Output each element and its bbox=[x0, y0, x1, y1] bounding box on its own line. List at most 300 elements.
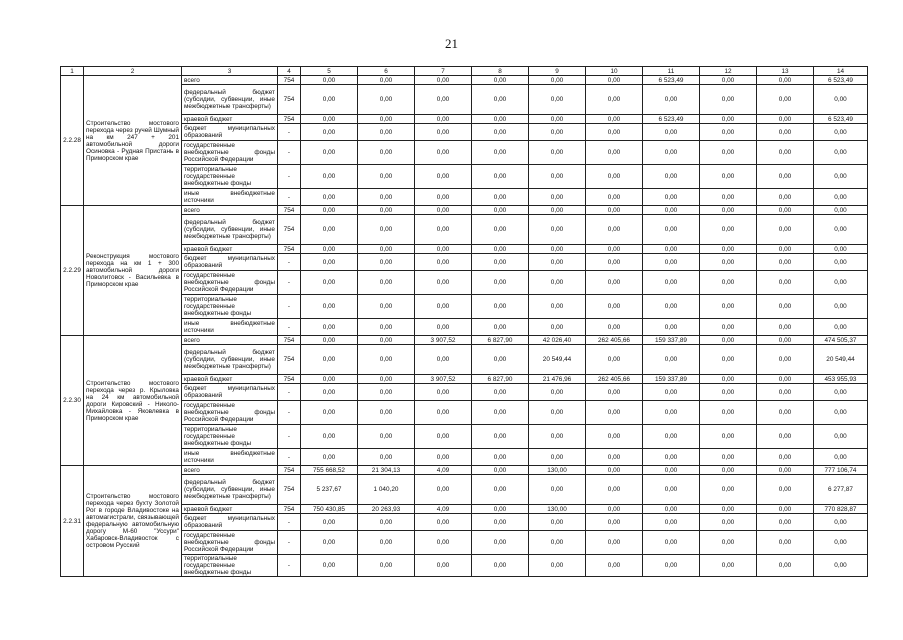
budget-code: - bbox=[278, 531, 301, 555]
budget-code: 754 bbox=[278, 85, 301, 115]
year-value: 755 668,52 bbox=[301, 466, 358, 475]
year-value: 0,00 bbox=[586, 124, 643, 141]
budget-code: - bbox=[278, 555, 301, 577]
funding-source: бюджет муниципальных образований bbox=[182, 124, 278, 141]
table-row bbox=[61, 531, 868, 555]
funding-source: бюджет муниципальных образований bbox=[182, 514, 278, 531]
year-value: 6 827,90 bbox=[472, 336, 529, 345]
year-value: 0,00 bbox=[301, 124, 358, 141]
table-row bbox=[61, 555, 868, 577]
year-value: 0,00 bbox=[643, 505, 700, 514]
year-value: 130,00 bbox=[529, 466, 586, 475]
year-value: 0,00 bbox=[472, 115, 529, 124]
year-value: 0,00 bbox=[415, 189, 472, 206]
year-value: 0,00 bbox=[472, 514, 529, 531]
budget-code: 754 bbox=[278, 206, 301, 215]
year-value: 0,00 bbox=[301, 271, 358, 295]
table-row bbox=[61, 141, 868, 165]
year-value: 0,00 bbox=[586, 505, 643, 514]
year-value: 0,00 bbox=[586, 319, 643, 336]
year-value: 0,00 bbox=[472, 319, 529, 336]
year-value: 0,00 bbox=[301, 449, 358, 466]
year-value: 0,00 bbox=[472, 124, 529, 141]
year-value: 0,00 bbox=[358, 336, 415, 345]
year-value: 0,00 bbox=[415, 245, 472, 254]
budget-code: 754 bbox=[278, 375, 301, 384]
year-value: 0,00 bbox=[358, 514, 415, 531]
year-value: 0,00 bbox=[529, 401, 586, 425]
budget-code: - bbox=[278, 254, 301, 271]
year-value: 0,00 bbox=[529, 189, 586, 206]
year-value: 0,00 bbox=[358, 189, 415, 206]
column-number: 10 bbox=[586, 67, 643, 76]
item-code: 2.2.28 bbox=[61, 76, 84, 206]
year-value: 0,00 bbox=[643, 319, 700, 336]
budget-code: - bbox=[278, 141, 301, 165]
year-value: 0,00 bbox=[700, 189, 757, 206]
funding-source: государственные внебюджетные фонды Российской Федерации bbox=[182, 141, 278, 165]
year-value: 42 026,40 bbox=[529, 336, 586, 345]
table-row bbox=[61, 345, 868, 375]
year-value: 0,00 bbox=[472, 295, 529, 319]
year-value: 0,00 bbox=[586, 271, 643, 295]
column-number: 14 bbox=[814, 67, 868, 76]
budget-code: 754 bbox=[278, 115, 301, 124]
year-value: 0,00 bbox=[757, 254, 814, 271]
year-value: 0,00 bbox=[415, 555, 472, 577]
year-value: 0,00 bbox=[700, 254, 757, 271]
year-value: 0,00 bbox=[301, 531, 358, 555]
year-value: 0,00 bbox=[757, 141, 814, 165]
funding-source: всего bbox=[182, 76, 278, 85]
year-value: 0,00 bbox=[358, 449, 415, 466]
total-value: 0,00 bbox=[814, 245, 868, 254]
year-value: 0,00 bbox=[301, 345, 358, 375]
year-value: 0,00 bbox=[529, 165, 586, 189]
item-code: 2.2.29 bbox=[61, 206, 84, 336]
year-value: 0,00 bbox=[757, 555, 814, 577]
year-value: 0,00 bbox=[643, 215, 700, 245]
year-value: 21 476,96 bbox=[529, 375, 586, 384]
year-value: 0,00 bbox=[700, 215, 757, 245]
year-value: 0,00 bbox=[301, 115, 358, 124]
total-value: 0,00 bbox=[814, 206, 868, 215]
total-value: 6 523,49 bbox=[814, 115, 868, 124]
funding-source: иные внебюджетные источники bbox=[182, 189, 278, 206]
year-value: 0,00 bbox=[358, 271, 415, 295]
column-number: 8 bbox=[472, 67, 529, 76]
year-value: 0,00 bbox=[529, 245, 586, 254]
year-value: 0,00 bbox=[757, 189, 814, 206]
year-value: 0,00 bbox=[529, 124, 586, 141]
total-value: 0,00 bbox=[814, 215, 868, 245]
year-value: 0,00 bbox=[472, 165, 529, 189]
year-value: 0,00 bbox=[415, 475, 472, 505]
year-value: 0,00 bbox=[586, 115, 643, 124]
year-value: 0,00 bbox=[586, 206, 643, 215]
year-value: 0,00 bbox=[301, 319, 358, 336]
year-value: 0,00 bbox=[700, 336, 757, 345]
year-value: 0,00 bbox=[472, 475, 529, 505]
year-value: 0,00 bbox=[586, 475, 643, 505]
total-value: 20 549,44 bbox=[814, 345, 868, 375]
funding-source: федеральный бюджет (субсидии, субвенции, иные межбюджетные трансферты) bbox=[182, 215, 278, 245]
year-value: 0,00 bbox=[301, 141, 358, 165]
funding-source: бюджет муниципальных образований bbox=[182, 254, 278, 271]
year-value: 159 337,89 bbox=[643, 336, 700, 345]
year-value: 0,00 bbox=[529, 514, 586, 531]
year-value: 0,00 bbox=[529, 449, 586, 466]
year-value: 0,00 bbox=[358, 124, 415, 141]
year-value: 0,00 bbox=[529, 76, 586, 85]
year-value: 1 040,20 bbox=[358, 475, 415, 505]
year-value: 0,00 bbox=[358, 375, 415, 384]
year-value: 0,00 bbox=[529, 85, 586, 115]
year-value: 0,00 bbox=[472, 555, 529, 577]
year-value: 0,00 bbox=[643, 401, 700, 425]
year-value: 0,00 bbox=[301, 295, 358, 319]
total-value: 0,00 bbox=[814, 189, 868, 206]
year-value: 0,00 bbox=[358, 85, 415, 115]
year-value: 0,00 bbox=[757, 271, 814, 295]
year-value: 0,00 bbox=[472, 345, 529, 375]
year-value: 0,00 bbox=[415, 345, 472, 375]
year-value: 0,00 bbox=[358, 345, 415, 375]
year-value: 0,00 bbox=[757, 505, 814, 514]
funding-source: всего bbox=[182, 206, 278, 215]
year-value: 0,00 bbox=[301, 375, 358, 384]
year-value: 0,00 bbox=[643, 514, 700, 531]
table-row bbox=[61, 245, 868, 254]
year-value: 0,00 bbox=[472, 254, 529, 271]
table-row bbox=[61, 124, 868, 141]
year-value: 0,00 bbox=[586, 295, 643, 319]
year-value: 0,00 bbox=[643, 141, 700, 165]
column-number: 1 bbox=[61, 67, 84, 76]
year-value: 0,00 bbox=[700, 319, 757, 336]
year-value: 0,00 bbox=[700, 165, 757, 189]
year-value: 0,00 bbox=[700, 115, 757, 124]
column-number: 9 bbox=[529, 67, 586, 76]
year-value: 0,00 bbox=[529, 254, 586, 271]
year-value: 0,00 bbox=[301, 76, 358, 85]
year-value: 0,00 bbox=[643, 555, 700, 577]
year-value: 0,00 bbox=[301, 401, 358, 425]
year-value: 0,00 bbox=[358, 76, 415, 85]
year-value: 0,00 bbox=[643, 345, 700, 375]
year-value: 0,00 bbox=[529, 384, 586, 401]
year-value: 0,00 bbox=[757, 85, 814, 115]
total-value: 453 955,93 bbox=[814, 375, 868, 384]
table-row bbox=[61, 165, 868, 189]
year-value: 0,00 bbox=[415, 295, 472, 319]
year-value: 0,00 bbox=[700, 555, 757, 577]
year-value: 0,00 bbox=[700, 401, 757, 425]
funding-source: краевой бюджет bbox=[182, 375, 278, 384]
table-row bbox=[61, 514, 868, 531]
column-number: 13 bbox=[757, 67, 814, 76]
item-code: 2.2.31 bbox=[61, 466, 84, 577]
year-value: 0,00 bbox=[415, 401, 472, 425]
year-value: 0,00 bbox=[757, 215, 814, 245]
year-value: 0,00 bbox=[415, 449, 472, 466]
year-value: 0,00 bbox=[586, 531, 643, 555]
total-value: 0,00 bbox=[814, 141, 868, 165]
year-value: 0,00 bbox=[586, 254, 643, 271]
year-value: 0,00 bbox=[586, 345, 643, 375]
year-value: 0,00 bbox=[529, 319, 586, 336]
budget-code: - bbox=[278, 449, 301, 466]
table-row bbox=[61, 189, 868, 206]
year-value: 6 523,49 bbox=[643, 115, 700, 124]
budget-code: 754 bbox=[278, 336, 301, 345]
year-value: 0,00 bbox=[757, 124, 814, 141]
funding-source: государственные внебюджетные фонды Российской Федерации bbox=[182, 271, 278, 295]
year-value: 0,00 bbox=[301, 514, 358, 531]
year-value: 0,00 bbox=[700, 384, 757, 401]
item-title: Строительство мостового перехода через ручей Шумный на км 247 + 201 автомобильной дороги Осиновка - Рудная Пристань в Приморском крае bbox=[84, 76, 182, 206]
year-value: 262 405,66 bbox=[586, 375, 643, 384]
table-row bbox=[61, 475, 868, 505]
year-value: 20 549,44 bbox=[529, 345, 586, 375]
year-value: 0,00 bbox=[415, 124, 472, 141]
year-value: 0,00 bbox=[358, 165, 415, 189]
year-value: 0,00 bbox=[472, 401, 529, 425]
year-value: 0,00 bbox=[415, 531, 472, 555]
year-value: 0,00 bbox=[643, 124, 700, 141]
total-value: 0,00 bbox=[814, 254, 868, 271]
year-value: 0,00 bbox=[757, 336, 814, 345]
total-value: 770 828,87 bbox=[814, 505, 868, 514]
year-value: 0,00 bbox=[358, 254, 415, 271]
year-value: 0,00 bbox=[415, 165, 472, 189]
year-value: 0,00 bbox=[586, 189, 643, 206]
year-value: 0,00 bbox=[757, 514, 814, 531]
year-value: 0,00 bbox=[415, 254, 472, 271]
year-value: 0,00 bbox=[529, 555, 586, 577]
year-value: 0,00 bbox=[700, 466, 757, 475]
year-value: 0,00 bbox=[700, 206, 757, 215]
total-value: 6 523,49 bbox=[814, 76, 868, 85]
year-value: 0,00 bbox=[586, 76, 643, 85]
year-value: 0,00 bbox=[700, 425, 757, 449]
year-value: 0,00 bbox=[301, 215, 358, 245]
year-value: 0,00 bbox=[529, 475, 586, 505]
year-value: 0,00 bbox=[415, 271, 472, 295]
year-value: 262 405,66 bbox=[586, 336, 643, 345]
year-value: 0,00 bbox=[586, 466, 643, 475]
budget-code: - bbox=[278, 319, 301, 336]
year-value: 0,00 bbox=[529, 295, 586, 319]
year-value: 0,00 bbox=[301, 425, 358, 449]
table-row bbox=[61, 319, 868, 336]
year-value: 0,00 bbox=[529, 141, 586, 165]
year-value: 0,00 bbox=[358, 531, 415, 555]
year-value: 0,00 bbox=[358, 555, 415, 577]
year-value: 0,00 bbox=[700, 245, 757, 254]
funding-source: всего bbox=[182, 466, 278, 475]
funding-source: территориальные государственные внебюджетные фонды bbox=[182, 555, 278, 577]
budget-code: - bbox=[278, 295, 301, 319]
table-row bbox=[61, 505, 868, 514]
year-value: 0,00 bbox=[472, 531, 529, 555]
column-number: 12 bbox=[700, 67, 757, 76]
funding-source: краевой бюджет bbox=[182, 505, 278, 514]
year-value: 159 337,89 bbox=[643, 375, 700, 384]
year-value: 0,00 bbox=[529, 531, 586, 555]
year-value: 0,00 bbox=[757, 425, 814, 449]
table-row bbox=[61, 375, 868, 384]
year-value: 21 304,13 bbox=[358, 466, 415, 475]
year-value: 0,00 bbox=[472, 425, 529, 449]
column-number: 2 bbox=[84, 67, 182, 76]
year-value: 0,00 bbox=[415, 384, 472, 401]
year-value: 0,00 bbox=[700, 141, 757, 165]
year-value: 0,00 bbox=[529, 215, 586, 245]
total-value: 474 505,37 bbox=[814, 336, 868, 345]
year-value: 0,00 bbox=[757, 76, 814, 85]
total-value: 777 106,74 bbox=[814, 466, 868, 475]
year-value: 0,00 bbox=[472, 85, 529, 115]
total-value: 0,00 bbox=[814, 531, 868, 555]
year-value: 0,00 bbox=[415, 76, 472, 85]
column-number: 4 bbox=[278, 67, 301, 76]
table-row bbox=[61, 384, 868, 401]
year-value: 0,00 bbox=[586, 245, 643, 254]
total-value: 0,00 bbox=[814, 295, 868, 319]
year-value: 0,00 bbox=[757, 345, 814, 375]
funding-source: территориальные государственные внебюджетные фонды bbox=[182, 165, 278, 189]
funding-source: иные внебюджетные источники bbox=[182, 449, 278, 466]
year-value: 0,00 bbox=[586, 425, 643, 449]
column-number: 11 bbox=[643, 67, 700, 76]
table-row bbox=[61, 271, 868, 295]
year-value: 0,00 bbox=[757, 531, 814, 555]
total-value: 0,00 bbox=[814, 425, 868, 449]
funding-source: всего bbox=[182, 336, 278, 345]
table-row bbox=[61, 215, 868, 245]
year-value: 0,00 bbox=[700, 271, 757, 295]
year-value: 0,00 bbox=[757, 295, 814, 319]
year-value: 0,00 bbox=[472, 271, 529, 295]
year-value: 0,00 bbox=[700, 85, 757, 115]
year-value: 0,00 bbox=[358, 245, 415, 254]
funding-source: государственные внебюджетные фонды Российской Федерации bbox=[182, 531, 278, 555]
column-number: 6 bbox=[358, 67, 415, 76]
total-value: 0,00 bbox=[814, 85, 868, 115]
year-value: 0,00 bbox=[472, 215, 529, 245]
total-value: 0,00 bbox=[814, 165, 868, 189]
year-value: 0,00 bbox=[757, 115, 814, 124]
year-value: 0,00 bbox=[301, 254, 358, 271]
year-value: 0,00 bbox=[358, 215, 415, 245]
year-value: 0,00 bbox=[301, 555, 358, 577]
budget-code: - bbox=[278, 124, 301, 141]
table-row bbox=[61, 295, 868, 319]
year-value: 0,00 bbox=[472, 505, 529, 514]
year-value: 0,00 bbox=[301, 245, 358, 254]
total-value: 0,00 bbox=[814, 514, 868, 531]
total-value: 0,00 bbox=[814, 555, 868, 577]
budget-code: - bbox=[278, 514, 301, 531]
year-value: 0,00 bbox=[415, 141, 472, 165]
budget-code: - bbox=[278, 271, 301, 295]
year-value: 0,00 bbox=[415, 215, 472, 245]
year-value: 0,00 bbox=[643, 449, 700, 466]
year-value: 6 523,49 bbox=[643, 76, 700, 85]
year-value: 0,00 bbox=[301, 165, 358, 189]
item-title: Реконструкция мостового перехода на км 1 + 300 автомобильной дороги Новолитовск - Васильевка в Приморском крае bbox=[84, 206, 182, 336]
year-value: 0,00 bbox=[529, 271, 586, 295]
year-value: 0,00 bbox=[358, 295, 415, 319]
funding-source: территориальные государственные внебюджетные фонды bbox=[182, 295, 278, 319]
year-value: 0,00 bbox=[586, 401, 643, 425]
table-row bbox=[61, 206, 868, 215]
year-value: 0,00 bbox=[643, 531, 700, 555]
year-value: 0,00 bbox=[586, 141, 643, 165]
year-value: 0,00 bbox=[415, 85, 472, 115]
budget-code: 754 bbox=[278, 76, 301, 85]
item-title: Строительство мостового перехода через бухту Золотой Рог в городе Владивостоке на автомагистрали, связывающей федеральную автомобильную дорогу М-60 "Уссури" Хабаровск-Владивосток с островом Русский bbox=[84, 466, 182, 577]
year-value: 0,00 bbox=[757, 401, 814, 425]
year-value: 0,00 bbox=[472, 76, 529, 85]
table-row bbox=[61, 254, 868, 271]
budget-code: - bbox=[278, 165, 301, 189]
year-value: 0,00 bbox=[643, 254, 700, 271]
year-value: 0,00 bbox=[415, 514, 472, 531]
year-value: 0,00 bbox=[700, 295, 757, 319]
table-row bbox=[61, 401, 868, 425]
year-value: 3 907,52 bbox=[415, 336, 472, 345]
funding-source: федеральный бюджет (субсидии, субвенции, иные межбюджетные трансферты) bbox=[182, 345, 278, 375]
total-value: 0,00 bbox=[814, 124, 868, 141]
year-value: 0,00 bbox=[757, 245, 814, 254]
year-value: 0,00 bbox=[700, 76, 757, 85]
year-value: 0,00 bbox=[643, 206, 700, 215]
year-value: 0,00 bbox=[643, 165, 700, 189]
year-value: 0,00 bbox=[757, 206, 814, 215]
year-value: 0,00 bbox=[643, 466, 700, 475]
year-value: 0,00 bbox=[700, 124, 757, 141]
year-value: 0,00 bbox=[643, 425, 700, 449]
funding-source: территориальные государственные внебюджетные фонды bbox=[182, 425, 278, 449]
year-value: 0,00 bbox=[586, 215, 643, 245]
funding-source: бюджет муниципальных образований bbox=[182, 384, 278, 401]
budget-code: 754 bbox=[278, 505, 301, 514]
year-value: 0,00 bbox=[643, 189, 700, 206]
budget-code: 754 bbox=[278, 245, 301, 254]
year-value: 0,00 bbox=[643, 85, 700, 115]
budget-table bbox=[60, 66, 868, 577]
year-value: 4,09 bbox=[415, 466, 472, 475]
table-row bbox=[61, 466, 868, 475]
year-value: 0,00 bbox=[643, 271, 700, 295]
year-value: 0,00 bbox=[700, 475, 757, 505]
year-value: 0,00 bbox=[700, 345, 757, 375]
year-value: 3 907,52 bbox=[415, 375, 472, 384]
item-code: 2.2.30 bbox=[61, 336, 84, 466]
budget-code: 754 bbox=[278, 466, 301, 475]
year-value: 0,00 bbox=[586, 85, 643, 115]
funding-source: федеральный бюджет (субсидии, субвенции, иные межбюджетные трансферты) bbox=[182, 85, 278, 115]
year-value: 0,00 bbox=[586, 514, 643, 531]
year-value: 20 263,93 bbox=[358, 505, 415, 514]
year-value: 0,00 bbox=[472, 206, 529, 215]
total-value: 0,00 bbox=[814, 401, 868, 425]
year-value: 0,00 bbox=[301, 85, 358, 115]
year-value: 6 827,90 bbox=[472, 375, 529, 384]
total-value: 0,00 bbox=[814, 271, 868, 295]
